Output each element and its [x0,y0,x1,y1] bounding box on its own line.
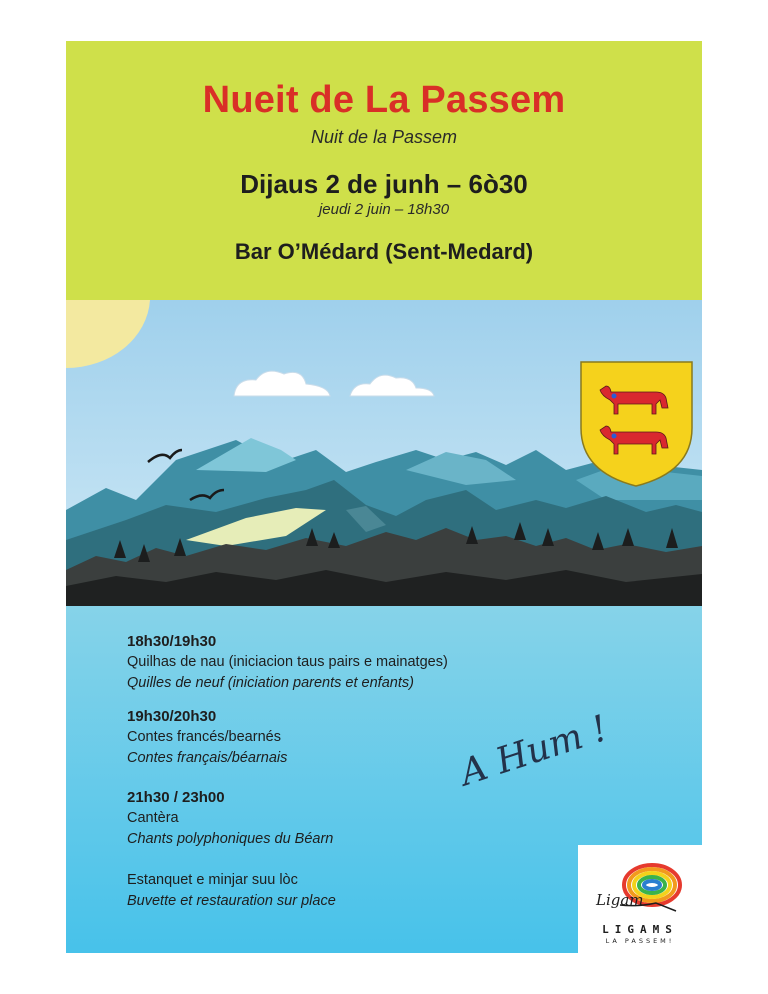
logo-script: Ligam [596,891,644,909]
program-fr: Quilles de neuf (iniciation parents et enfants) [127,675,414,691]
logo-name: LIGAMS [602,923,678,936]
ligams-logo [578,845,702,953]
program-item [127,787,333,850]
program-item [127,706,287,769]
program-time: 18h30/19h30 [127,633,217,650]
event-date-fr: jeudi 2 juin – 18h30 [318,201,450,218]
bearn-shield-icon [581,362,692,486]
program-item [127,631,448,694]
rainbow-logo-icon [578,845,702,925]
footer-fr: Buvette et restauration sur place [127,893,336,909]
program-fr: Chants polyphoniques du Béarn [127,831,334,847]
event-date: Dijaus 2 de junh – 6ò30 [240,169,528,199]
program-fr: Contes français/béarnais [127,750,288,766]
poster-subtitle: Nuit de la Passem [310,127,458,147]
slogan: A Hum ! [455,708,613,794]
header-band [66,41,702,300]
footer-note [127,870,336,912]
program-time: 21h30 / 23h00 [127,789,225,806]
mountain-landscape [66,300,702,606]
poster [66,41,702,953]
poster-title: Nueit de La Passem [202,79,566,121]
program-time: 19h30/20h30 [127,708,217,725]
logo-tagline: LA PASSEM! [605,937,675,945]
footer-oc: Estanquet e minjar suu lòc [127,872,298,888]
event-venue: Bar O’Médard (Sent-Medard) [234,239,534,264]
program-oc: Cantèra [127,810,179,826]
program-oc: Quilhas de nau (iniciacion taus pairs e mainatges) [127,654,448,670]
program-oc: Contes francés/bearnés [127,729,281,745]
